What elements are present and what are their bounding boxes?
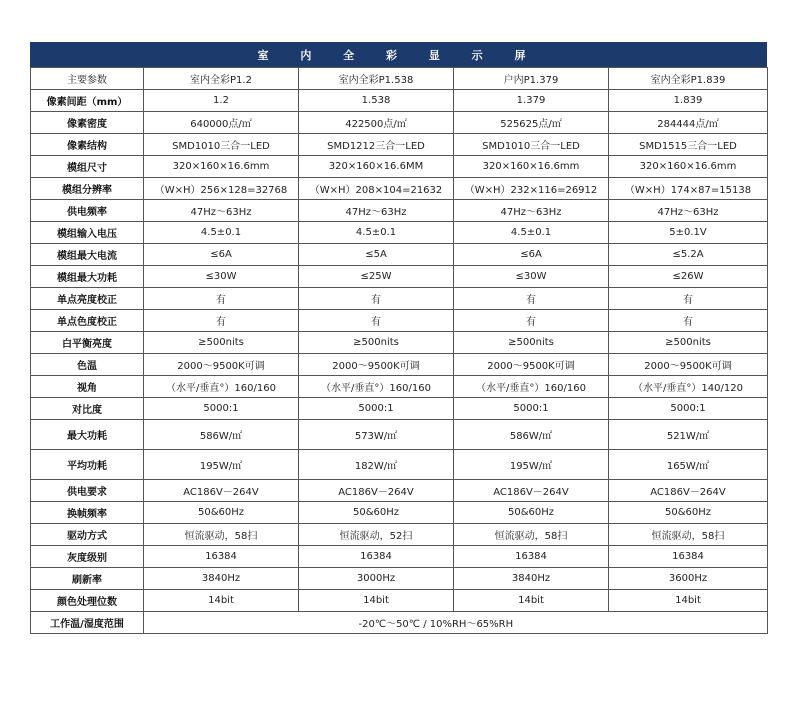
value-cell: 有 bbox=[609, 288, 768, 310]
value-cell: ≤5A bbox=[299, 244, 454, 266]
value-cell: （W×H）256×128=32768 bbox=[144, 178, 299, 200]
param-label: 像素结构 bbox=[31, 134, 144, 156]
param-label: 工作温/湿度范围 bbox=[31, 612, 144, 634]
value-cell: 284444点/㎡ bbox=[609, 112, 768, 134]
param-label: 视角 bbox=[31, 376, 144, 398]
table-row bbox=[31, 134, 768, 156]
value-cell: 有 bbox=[144, 310, 299, 332]
value-cell: 14bit bbox=[609, 590, 768, 612]
param-label: 驱动方式 bbox=[31, 524, 144, 546]
header-cell: 室内全彩P1.538 bbox=[299, 68, 454, 90]
table-row bbox=[31, 590, 768, 612]
param-label: 最大功耗 bbox=[31, 420, 144, 450]
value-cell: ≥500nits bbox=[299, 332, 454, 354]
value-cell: -20℃～50℃ / 10%RH～65%RH bbox=[299, 612, 768, 634]
value-cell: ≥500nits bbox=[609, 332, 768, 354]
value-cell: 195W/㎡ bbox=[454, 450, 609, 480]
param-label: 灰度级别 bbox=[31, 546, 144, 568]
param-label: 模组输入电压 bbox=[31, 222, 144, 244]
table-row bbox=[31, 420, 768, 450]
value-cell: 320×160×16.6mm bbox=[609, 156, 768, 178]
value-cell: 320×160×16.6mm bbox=[454, 156, 609, 178]
table-row bbox=[31, 524, 768, 546]
value-cell: 320×160×16.6MM bbox=[299, 156, 454, 178]
table-row bbox=[31, 156, 768, 178]
footer-row bbox=[31, 612, 768, 634]
value-cell: 50&60Hz bbox=[144, 502, 299, 524]
value-cell: ≤25W bbox=[299, 266, 454, 288]
table-row bbox=[31, 450, 768, 480]
header-cell: 室内全彩P1.839 bbox=[609, 68, 768, 90]
value-cell: 恒流驱动，52扫 bbox=[299, 524, 454, 546]
value-cell: 5000:1 bbox=[144, 398, 299, 420]
table-row bbox=[31, 288, 768, 310]
value-cell: 640000点/㎡ bbox=[144, 112, 299, 134]
param-label: 模组最大功耗 bbox=[31, 266, 144, 288]
value-cell: 14bit bbox=[299, 590, 454, 612]
spec-sheet bbox=[30, 42, 767, 634]
param-label: 颜色处理位数 bbox=[31, 590, 144, 612]
value-cell: 2000～9500K可调 bbox=[454, 354, 609, 376]
param-label: 对比度 bbox=[31, 398, 144, 420]
value-cell: 16384 bbox=[454, 546, 609, 568]
table-row bbox=[31, 266, 768, 288]
value-cell: 14bit bbox=[144, 590, 299, 612]
table-row bbox=[31, 480, 768, 502]
value-cell: ≥500nits bbox=[454, 332, 609, 354]
value-cell: 1.2 bbox=[144, 90, 299, 112]
value-cell: 4.5±0.1 bbox=[299, 222, 454, 244]
value-cell: AC186V－264V bbox=[454, 480, 609, 502]
table-row bbox=[31, 398, 768, 420]
value-cell: 5±0.1V bbox=[609, 222, 768, 244]
empty-cell bbox=[144, 612, 299, 634]
value-cell: SMD1010三合一LED bbox=[144, 134, 299, 156]
table-row bbox=[31, 376, 768, 398]
param-label: 白平衡亮度 bbox=[31, 332, 144, 354]
table-row bbox=[31, 354, 768, 376]
table-row bbox=[31, 310, 768, 332]
param-label: 像素间距（mm） bbox=[31, 90, 144, 112]
value-cell: 525625点/㎡ bbox=[454, 112, 609, 134]
table-row bbox=[31, 200, 768, 222]
value-cell: 16384 bbox=[609, 546, 768, 568]
param-label: 模组最大电流 bbox=[31, 244, 144, 266]
value-cell: 586W/㎡ bbox=[144, 420, 299, 450]
value-cell: SMD1212三合一LED bbox=[299, 134, 454, 156]
value-cell: 16384 bbox=[144, 546, 299, 568]
value-cell: （水平/垂直°）160/160 bbox=[299, 376, 454, 398]
value-cell: 573W/㎡ bbox=[299, 420, 454, 450]
value-cell: SMD1010三合一LED bbox=[454, 134, 609, 156]
value-cell: AC186V－264V bbox=[144, 480, 299, 502]
value-cell: 16384 bbox=[299, 546, 454, 568]
value-cell: 恒流驱动，58扫 bbox=[144, 524, 299, 546]
param-label: 供电要求 bbox=[31, 480, 144, 502]
value-cell: （W×H）174×87=15138 bbox=[609, 178, 768, 200]
param-label: 换帧频率 bbox=[31, 502, 144, 524]
value-cell: 50&60Hz bbox=[299, 502, 454, 524]
value-cell: ≤6A bbox=[454, 244, 609, 266]
table-row bbox=[31, 178, 768, 200]
value-cell: 50&60Hz bbox=[454, 502, 609, 524]
table-title: 室 内 全 彩 显 示 屏 bbox=[30, 42, 767, 67]
value-cell: AC186V－264V bbox=[299, 480, 454, 502]
value-cell: 有 bbox=[609, 310, 768, 332]
value-cell: 5000:1 bbox=[609, 398, 768, 420]
value-cell: （水平/垂直°）140/120 bbox=[609, 376, 768, 398]
value-cell: 521W/㎡ bbox=[609, 420, 768, 450]
value-cell: 恒流驱动，58扫 bbox=[609, 524, 768, 546]
table-row bbox=[31, 546, 768, 568]
value-cell: 1.839 bbox=[609, 90, 768, 112]
value-cell: （水平/垂直°）160/160 bbox=[144, 376, 299, 398]
value-cell: ≤26W bbox=[609, 266, 768, 288]
value-cell: 47Hz～63Hz bbox=[144, 200, 299, 222]
value-cell: 有 bbox=[454, 288, 609, 310]
value-cell: 3840Hz bbox=[144, 568, 299, 590]
param-label: 模组尺寸 bbox=[31, 156, 144, 178]
value-cell: 3600Hz bbox=[609, 568, 768, 590]
value-cell: SMD1515三合一LED bbox=[609, 134, 768, 156]
table-row bbox=[31, 332, 768, 354]
value-cell: 2000～9500K可调 bbox=[299, 354, 454, 376]
value-cell: 2000～9500K可调 bbox=[609, 354, 768, 376]
table-row bbox=[31, 90, 768, 112]
value-cell: ≤6A bbox=[144, 244, 299, 266]
spec-table bbox=[30, 67, 768, 634]
table-row bbox=[31, 244, 768, 266]
value-cell: ≥500nits bbox=[144, 332, 299, 354]
value-cell: 有 bbox=[299, 310, 454, 332]
header-cell: 主要参数 bbox=[31, 68, 144, 90]
value-cell: AC186V－264V bbox=[609, 480, 768, 502]
table-row bbox=[31, 222, 768, 244]
value-cell: 有 bbox=[454, 310, 609, 332]
table-row bbox=[31, 112, 768, 134]
value-cell: 50&60Hz bbox=[609, 502, 768, 524]
value-cell: 195W/㎡ bbox=[144, 450, 299, 480]
value-cell: 47Hz～63Hz bbox=[609, 200, 768, 222]
header-cell: 户内P1.379 bbox=[454, 68, 609, 90]
value-cell: 有 bbox=[144, 288, 299, 310]
value-cell: ≤5.2A bbox=[609, 244, 768, 266]
header-row bbox=[31, 68, 768, 90]
value-cell: （水平/垂直°）160/160 bbox=[454, 376, 609, 398]
value-cell: 4.5±0.1 bbox=[454, 222, 609, 244]
value-cell: 586W/㎡ bbox=[454, 420, 609, 450]
param-label: 色温 bbox=[31, 354, 144, 376]
value-cell: 165W/㎡ bbox=[609, 450, 768, 480]
value-cell: 3840Hz bbox=[454, 568, 609, 590]
value-cell: 422500点/㎡ bbox=[299, 112, 454, 134]
param-label: 供电频率 bbox=[31, 200, 144, 222]
table-row bbox=[31, 568, 768, 590]
param-label: 像素密度 bbox=[31, 112, 144, 134]
table-row bbox=[31, 502, 768, 524]
value-cell: （W×H）208×104=21632 bbox=[299, 178, 454, 200]
value-cell: （W×H）232×116=26912 bbox=[454, 178, 609, 200]
param-label: 模组分辨率 bbox=[31, 178, 144, 200]
value-cell: 182W/㎡ bbox=[299, 450, 454, 480]
value-cell: 恒流驱动，58扫 bbox=[454, 524, 609, 546]
value-cell: 1.379 bbox=[454, 90, 609, 112]
param-label: 平均功耗 bbox=[31, 450, 144, 480]
value-cell: 320×160×16.6mm bbox=[144, 156, 299, 178]
value-cell: ≤30W bbox=[144, 266, 299, 288]
param-label: 刷新率 bbox=[31, 568, 144, 590]
value-cell: 有 bbox=[299, 288, 454, 310]
value-cell: 14bit bbox=[454, 590, 609, 612]
value-cell: 5000:1 bbox=[454, 398, 609, 420]
param-label: 单点色度校正 bbox=[31, 310, 144, 332]
header-cell: 室内全彩P1.2 bbox=[144, 68, 299, 90]
value-cell: 4.5±0.1 bbox=[144, 222, 299, 244]
value-cell: 2000～9500K可调 bbox=[144, 354, 299, 376]
value-cell: 5000:1 bbox=[299, 398, 454, 420]
value-cell: 3000Hz bbox=[299, 568, 454, 590]
value-cell: 47Hz～63Hz bbox=[454, 200, 609, 222]
value-cell: 1.538 bbox=[299, 90, 454, 112]
value-cell: 47Hz～63Hz bbox=[299, 200, 454, 222]
spec-table-body bbox=[31, 68, 768, 634]
value-cell: ≤30W bbox=[454, 266, 609, 288]
param-label: 单点亮度校正 bbox=[31, 288, 144, 310]
